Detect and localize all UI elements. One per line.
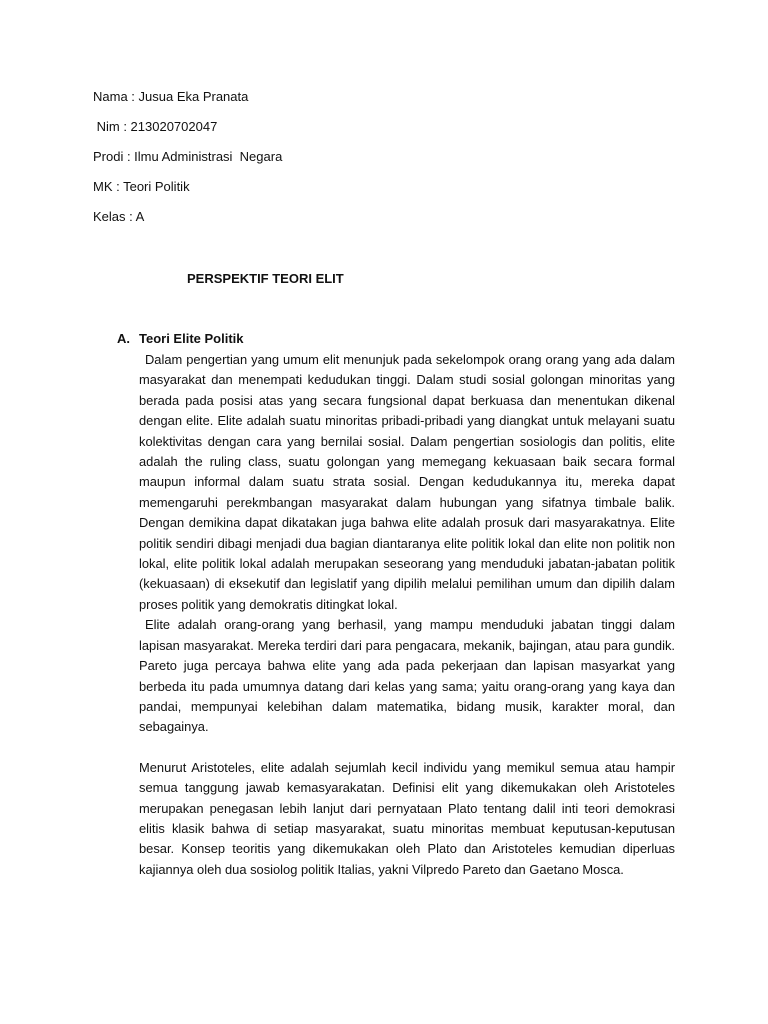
section-body: [139, 350, 675, 880]
class-name: Kelas : A: [93, 209, 145, 224]
student-name: Nama : Jusua Eka Pranata: [93, 89, 249, 104]
paragraph: Dalam pengertian yang umum elit menunjuk pada sekelompok orang orang yang ada dalam masyarakat dan menempati kedudukan tinggi. Dalam studi sosial golongan minoritas yang berada pada posisi atas yang secara fungsional dapat berkuasa dan menentukan dikenal dengan elite. Elite adalah suatu minoritas pribadi-pribadi yang diangkat untuk melayani suatu kolektivitas dengan cara yang bernilai sosial. Dalam pengertian sosiologis dan politis, elite adalah the ruling class, suatu golongan yang memegang kekuasaan baik secara formal maupun informal dalam suatu strata sosial. Dengan kedudukannya itu, mereka dapat memengaruhi perekmbangan masyarakat dalam hubungan yang sifatnya timbale balik. Dengan demikina dapat dikatakan juga bahwa elite adalah prosuk dari masyarakatnya. Elite politik sendiri dibagi menjadi dua bagian diantaranya elite politik lokal dan elite non politik non lokal, elite politik lokal adalah merupakan seseorang yang menduduki jabatan-jabatan politik (kekuasaan) di eksekutif dan legislatif yang dipilih melalui pemilihan umum dan dipilih dalam proses politik yang demokratis ditingkat lokal.: [139, 352, 675, 612]
student-info: [93, 88, 282, 238]
student-nim: Nim : 213020702047: [93, 119, 218, 134]
paragraph: Elite adalah orang-orang yang berhasil, yang mampu menduduki jabatan tinggi dalam lapisan masyarakat. Mereka terdiri dari para pengacara, mekanik, bajingan, atau para gundik. Pareto juga percaya bahwa elite yang ada pada pekerjaan dan lapisan masyarkat yang berbeda itu pada umumnya datang dari kelas yang sama; yaitu orang-orang yang kaya dan pandai, mempunyai kelebihan dalam matematika, bidang musik, karakter moral, dan sebagainya.: [139, 617, 675, 735]
course-name: MK : Teori Politik: [93, 179, 190, 194]
section-marker: A.: [117, 331, 130, 346]
paragraph: Menurut Aristoteles, elite adalah sejumlah kecil individu yang memikul semua atau hampir semua tanggung jawab kemasyarakatan. Definisi elit yang dikemukakan oleh Aristoteles merupakan penegasan lebih lanjut dari pernyataan Plato tentang dalil inti teori demokrasi elitis klasik bahwa di setiap masyarakat, suatu minoritas membuat keputusan-keputusan besar. Konsep teoritis yang dikemukakan oleh Plato dan Aristoteles kemudian diperluas kajiannya oleh dua sosiolog politik Italias, yakni Vilpredo Pareto dan Gaetano Mosca.: [139, 759, 675, 877]
study-program: Prodi : Ilmu Administrasi Negara: [93, 149, 283, 164]
section-heading: [117, 330, 677, 350]
section-a: [117, 330, 677, 880]
document-title: PERSPEKTIF TEORI ELIT: [187, 271, 344, 286]
section-heading-text: Teori Elite Politik: [139, 331, 244, 346]
